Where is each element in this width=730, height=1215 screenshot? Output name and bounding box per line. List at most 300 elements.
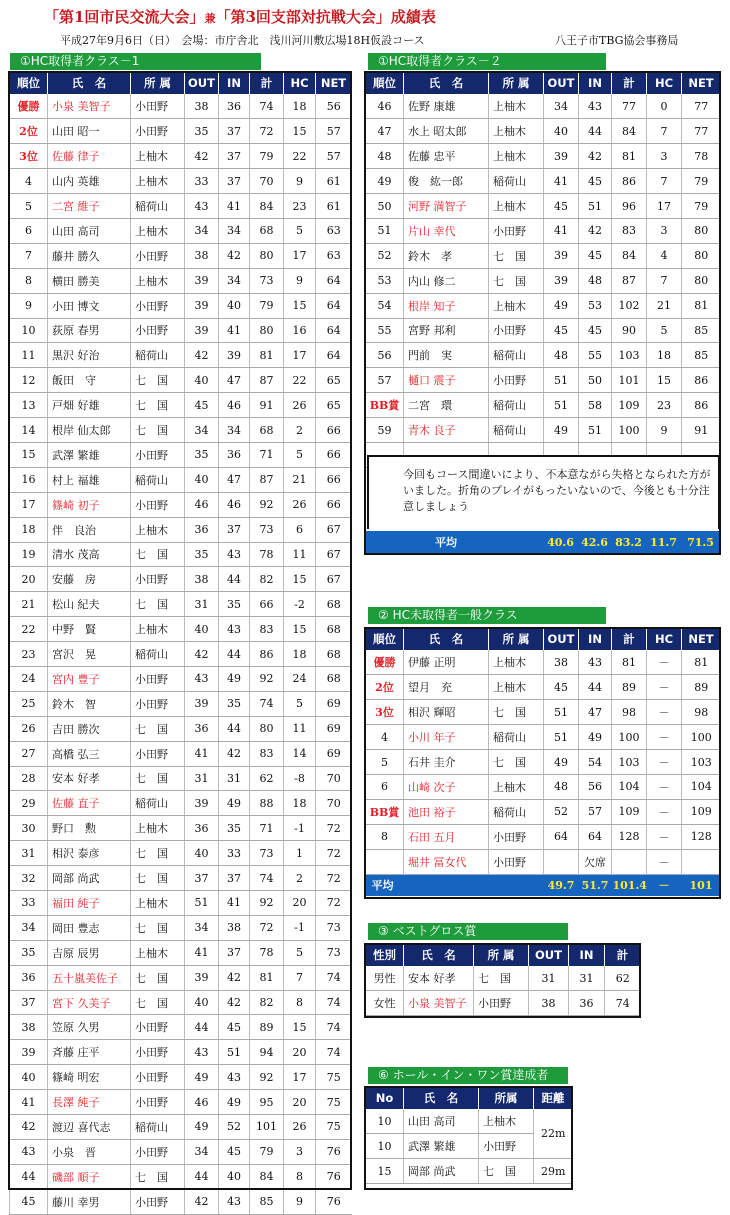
name-cell: 佐藤 直子 [48,791,131,816]
club-cell: 七 国 [131,766,185,791]
hc-cell: 3 [647,218,682,243]
name-cell: 渡辺 喜代志 [48,1115,131,1140]
out-cell: 37 [185,866,219,891]
hc-cell: 23 [284,194,316,219]
in-cell: 50 [579,368,612,393]
net-cell: 77 [682,119,721,144]
name-cell: 横田 勝美 [48,268,131,293]
club-cell: 小田野 [131,691,185,716]
name-cell: 二宮 環 [404,393,489,418]
in-cell: 35 [219,592,250,617]
total-cell: 79 [250,293,284,318]
club-cell: 上柚木 [131,517,185,542]
in-cell: 37 [219,144,250,169]
total-cell: 92 [250,891,284,916]
name-cell: 小田 博文 [48,293,131,318]
in-cell: 41 [219,318,250,343]
net-cell: 74 [316,990,352,1015]
club-cell: 七 国 [131,866,185,891]
club-cell: 上柚木 [131,144,185,169]
total-cell: 98 [612,700,647,725]
in-cell: 54 [579,750,612,775]
total-cell: 83 [250,741,284,766]
net-cell: 72 [316,841,352,866]
out-cell: 39 [185,791,219,816]
hc-cell: 2 [284,418,316,443]
in-cell: 36 [219,442,250,467]
name-cell: 岡部 尚武 [404,1159,479,1184]
out-cell: 38 [529,991,569,1016]
in-cell: 42 [579,218,612,243]
hc-cell: － [647,750,682,775]
club-cell: 上柚木 [489,144,544,169]
club-cell: 小田野 [131,442,185,467]
name-cell: 五十嵐美佐子 [48,965,131,990]
net-cell: 65 [316,393,352,418]
name-cell: 青木 良子 [404,418,489,443]
club-cell: 小田野 [131,293,185,318]
total-cell: 101 [612,368,647,393]
rank-cell: 5 [366,750,404,775]
club-cell: 小田野 [131,492,185,517]
general-frame [364,627,721,899]
date-venue: 平成27年9月6日（日） 会場：市庁舎北 浅川河川敷広場18H仮設コース [60,34,425,47]
column-header: HC [647,628,682,650]
hc-cell: 3 [647,144,682,169]
hc-cell: 18 [284,642,316,667]
sex-cell: 男性 [366,966,404,991]
in-cell: 37 [219,169,250,194]
club-cell: 小田野 [489,318,544,343]
total-cell: 62 [250,766,284,791]
hc-cell: 18 [284,791,316,816]
column-header: 順位 [366,72,404,94]
net-cell: 86 [682,393,721,418]
net-cell: 66 [316,492,352,517]
club-cell: 上柚木 [131,617,185,642]
club-cell: 七 国 [474,966,529,991]
out-cell: 42 [185,1189,219,1214]
name-cell: 内山 修二 [404,268,489,293]
column-header: HC [647,72,682,94]
no-cell: 10 [366,1109,404,1134]
name-cell: 樋口 震子 [404,368,489,393]
out-cell: 44 [185,1164,219,1189]
in-cell: 46 [219,492,250,517]
in-cell: 43 [219,1065,250,1090]
out-cell: 33 [185,169,219,194]
name-cell: 小泉 美智子 [404,991,474,1016]
in-cell: 47 [219,368,250,393]
out-cell: 45 [185,393,219,418]
hc-cell: － [647,849,682,874]
total-cell: 78 [250,940,284,965]
hc-cell: 17 [647,194,682,219]
name-cell: 山内 英雄 [48,169,131,194]
rank-cell: BB賞 [366,393,404,418]
net-cell: 57 [316,119,352,144]
total-cell: 100 [612,725,647,750]
name-cell: 藤川 幸男 [48,1189,131,1214]
net-cell: 79 [682,169,721,194]
out-cell: 49 [544,750,579,775]
out-cell: 43 [185,1040,219,1065]
club-cell: 稲荷山 [131,194,185,219]
out-cell: 36 [185,716,219,741]
club-cell: 小田野 [489,849,544,874]
name-cell: 石田 五月 [404,824,489,849]
column-header: IN [569,944,605,966]
in-cell: 51 [579,194,612,219]
out-cell: 31 [529,966,569,991]
out-cell: 51 [544,393,579,418]
total-cell: 73 [250,268,284,293]
net-cell: 109 [682,799,721,824]
net-cell: 64 [316,293,352,318]
total-cell: 79 [250,144,284,169]
organizer: 八王子市TBG協会事務局 [555,34,679,47]
net-cell: 68 [316,642,352,667]
total-cell: 80 [250,318,284,343]
club-cell: 上柚木 [131,268,185,293]
column-header: 所 属 [489,628,544,650]
rank-cell: 44 [10,1164,48,1189]
total-cell: 73 [250,517,284,542]
table-row [10,1189,352,1214]
name-cell: 松山 紀夫 [48,592,131,617]
net-cell: 85 [682,318,721,343]
in-cell: 51 [219,1040,250,1065]
club-cell: 七 国 [479,1159,534,1184]
in-cell: 31 [569,966,605,991]
rank-cell: 31 [10,841,48,866]
name-cell: 相沢 輝昭 [404,700,489,725]
in-cell: 49 [219,666,250,691]
club-cell: 七 国 [131,1164,185,1189]
rank-cell: 30 [10,816,48,841]
name-cell: 小川 年子 [404,725,489,750]
name-cell: 福田 純子 [48,891,131,916]
name-cell: 安本 好孝 [404,966,474,991]
hc-cell: 9 [284,1189,316,1214]
club-cell: 七 国 [131,418,185,443]
name-cell: 高橋 弘三 [48,741,131,766]
rank-cell: 5 [10,194,48,219]
club-cell: 稲荷山 [489,725,544,750]
name-cell: 斉藤 庄平 [48,1040,131,1065]
net-cell: 70 [316,766,352,791]
net-cell: 73 [316,940,352,965]
name-cell: 笠原 久男 [48,1015,131,1040]
column-header: 計 [612,72,647,94]
in-cell: 33 [219,841,250,866]
out-cell: 49 [544,418,579,443]
net-cell: 67 [316,542,352,567]
rank-cell: 17 [10,492,48,517]
out-cell: 51 [544,725,579,750]
net-cell: 65 [316,368,352,393]
rank-cell: 優勝 [10,94,48,119]
hc-cell: 17 [284,1065,316,1090]
in-cell: 44 [579,675,612,700]
club-cell: 上柚木 [131,816,185,841]
rank-cell: 4 [10,169,48,194]
hc-cell: 5 [284,940,316,965]
total-cell: 62 [605,966,641,991]
net-cell: 66 [316,467,352,492]
total-cell: 74 [250,866,284,891]
total-cell: 74 [250,94,284,119]
hc-cell: 23 [647,393,682,418]
name-cell: 武澤 繁雄 [404,1134,479,1159]
total-cell: 91 [250,393,284,418]
out-cell: 39 [185,965,219,990]
net-cell: 86 [682,368,721,393]
total-cell: 89 [612,675,647,700]
hc-cell: 11 [284,716,316,741]
net-cell: 78 [682,144,721,169]
out-cell: 34 [185,218,219,243]
net-cell: 72 [316,866,352,891]
out-cell: 34 [185,915,219,940]
total-cell: 92 [250,1065,284,1090]
in-cell: 41 [219,194,250,219]
column-header: OUT [529,944,569,966]
hc-cell: 6 [284,517,316,542]
in-cell: 44 [579,119,612,144]
rank-cell: 3位 [10,144,48,169]
rank-cell: 22 [10,617,48,642]
total-cell: 66 [250,592,284,617]
total-cell: 102 [612,293,647,318]
name-cell: 岡部 尚武 [48,866,131,891]
club-cell: 稲荷山 [131,1115,185,1140]
in-cell: 43 [219,1189,250,1214]
total-cell: 84 [612,243,647,268]
club-cell: 小田野 [131,318,185,343]
in-cell: 37 [219,119,250,144]
net-cell: 64 [316,268,352,293]
out-cell: 39 [185,691,219,716]
rank-cell: 11 [10,343,48,368]
average-label: 平均 [365,531,543,553]
net-cell: 69 [316,741,352,766]
out-cell: 40 [185,841,219,866]
rank-cell: 7 [10,243,48,268]
total-cell: 90 [612,318,647,343]
rank-cell: 45 [10,1189,48,1214]
name-cell: 山田 高司 [48,218,131,243]
club-cell: 上柚木 [489,94,544,119]
out-cell: 52 [544,799,579,824]
name-cell: 山崎 次子 [404,774,489,799]
rank-cell: 15 [10,442,48,467]
name-cell: 清水 茂高 [48,542,131,567]
in-cell: 57 [579,799,612,824]
column-header: 計 [612,628,647,650]
column-header: 計 [250,72,284,94]
total-cell: 94 [250,1040,284,1065]
total-cell: 86 [612,169,647,194]
rank-cell: 26 [10,716,48,741]
note-text: 今回もコース間違いにより、不本意ながら失格となられた方がいました。折角のプレイがもったいないので、今後とも十分注意しましょう [403,468,711,513]
name-cell: 鈴木 孝 [404,243,489,268]
out-cell: 38 [544,650,579,675]
out-cell: 45 [544,194,579,219]
net-cell: 76 [316,1164,352,1189]
out-cell: 39 [185,268,219,293]
out-cell: 40 [185,467,219,492]
hc-cell: 15 [284,617,316,642]
club-cell: 稲荷山 [131,467,185,492]
club-cell: 上柚木 [489,293,544,318]
column-header: 計 [605,944,641,966]
rank-cell: 21 [10,592,48,617]
name-cell: 片山 幸代 [404,218,489,243]
total-cell: 96 [612,194,647,219]
out-cell: 38 [185,94,219,119]
total-cell: 79 [250,1139,284,1164]
name-cell: 小泉 晋 [48,1139,131,1164]
in-cell: 55 [579,343,612,368]
out-cell: 35 [185,119,219,144]
in-cell: 44 [219,716,250,741]
name-cell: 吉田 勝次 [48,716,131,741]
name-cell: 宮下 久美子 [48,990,131,1015]
total-cell: 82 [250,567,284,592]
rank-cell: 34 [10,915,48,940]
net-cell: 76 [316,1139,352,1164]
rank-cell: 46 [366,94,404,119]
name-cell: 吉原 辰男 [48,940,131,965]
hc-cell: 15 [284,119,316,144]
club-cell: 小田野 [489,368,544,393]
in-cell: 40 [219,1164,250,1189]
club-cell: 上柚木 [131,169,185,194]
name-cell: 篠崎 明宏 [48,1065,131,1090]
net-cell: 66 [316,442,352,467]
net-cell: 63 [316,243,352,268]
name-cell: 佐藤 律子 [48,144,131,169]
club-cell: 七 国 [131,716,185,741]
name-cell: 宮野 邦利 [404,318,489,343]
rank-cell: 57 [366,368,404,393]
rank-cell: 2位 [10,119,48,144]
club-cell: 小田野 [474,991,529,1016]
hc-cell: 4 [647,243,682,268]
total-cell: 87 [250,467,284,492]
total-cell: 100 [612,418,647,443]
club-cell: 上柚木 [489,194,544,219]
sex-cell: 女性 [366,991,404,1016]
total-cell: 68 [250,418,284,443]
out-cell: 36 [185,816,219,841]
total-cell: 87 [250,368,284,393]
total-cell: 68 [250,218,284,243]
average-out: 40.6 [543,531,578,553]
out-cell: 34 [185,1139,219,1164]
net-cell: 69 [316,691,352,716]
in-cell: 39 [219,343,250,368]
out-cell: 40 [185,617,219,642]
out-cell: 31 [185,592,219,617]
hc-cell: 20 [284,1090,316,1115]
in-cell: 35 [219,691,250,716]
out-cell: 43 [185,194,219,219]
out-cell: 49 [544,293,579,318]
net-cell: 74 [316,965,352,990]
hc-cell: 15 [284,293,316,318]
out-cell: 45 [544,675,579,700]
in-cell: 45 [579,318,612,343]
general-average-hc: － [647,874,682,896]
column-header: 所属 [479,1087,534,1109]
column-header: IN [219,72,250,94]
hc-cell: 5 [284,218,316,243]
name-cell: 黒沢 好治 [48,343,131,368]
out-cell: 41 [185,741,219,766]
in-cell: 48 [579,268,612,293]
column-header: 性別 [366,944,404,966]
hc-cell: 7 [647,268,682,293]
rank-cell: 54 [366,293,404,318]
hc-cell: 15 [284,567,316,592]
rank-cell: 33 [10,891,48,916]
rank-cell: 28 [10,766,48,791]
name-cell: 小泉 美智子 [48,94,131,119]
name-cell: 二宮 維子 [48,194,131,219]
rank-cell: 23 [10,642,48,667]
rank-cell: 40 [10,1065,48,1090]
total-cell: 95 [250,1090,284,1115]
club-cell: 七 国 [131,592,185,617]
total-cell: 88 [250,791,284,816]
name-cell: 俊 紘一郎 [404,169,489,194]
net-cell: 74 [316,1015,352,1040]
in-cell: 43 [579,650,612,675]
in-cell: 49 [219,791,250,816]
out-cell: 45 [544,318,579,343]
net-cell: 77 [682,94,721,119]
rank-cell: 38 [10,1015,48,1040]
out-cell: 31 [185,766,219,791]
out-cell: 41 [544,218,579,243]
in-cell: 37 [219,940,250,965]
out-cell: 49 [185,1065,219,1090]
total-cell: 84 [250,194,284,219]
out-cell: 46 [185,1090,219,1115]
out-cell: 46 [185,492,219,517]
name-cell: 堀井 冨女代 [404,849,489,874]
in-cell: 43 [219,542,250,567]
hc-cell: 24 [284,666,316,691]
total-cell: 73 [250,841,284,866]
total-cell: 80 [250,716,284,741]
out-cell: 41 [185,940,219,965]
rank-cell: 16 [10,467,48,492]
club-cell: 七 国 [489,750,544,775]
in-cell: 42 [219,741,250,766]
club-cell: 上柚木 [131,891,185,916]
total-cell: 83 [612,218,647,243]
rank-cell: 優勝 [366,650,404,675]
total-cell: 81 [612,144,647,169]
club-cell: 小田野 [131,741,185,766]
name-cell: 山田 昭一 [48,119,131,144]
out-cell: 51 [544,700,579,725]
hc-cell: 20 [284,1040,316,1065]
club-cell: 七 国 [131,393,185,418]
